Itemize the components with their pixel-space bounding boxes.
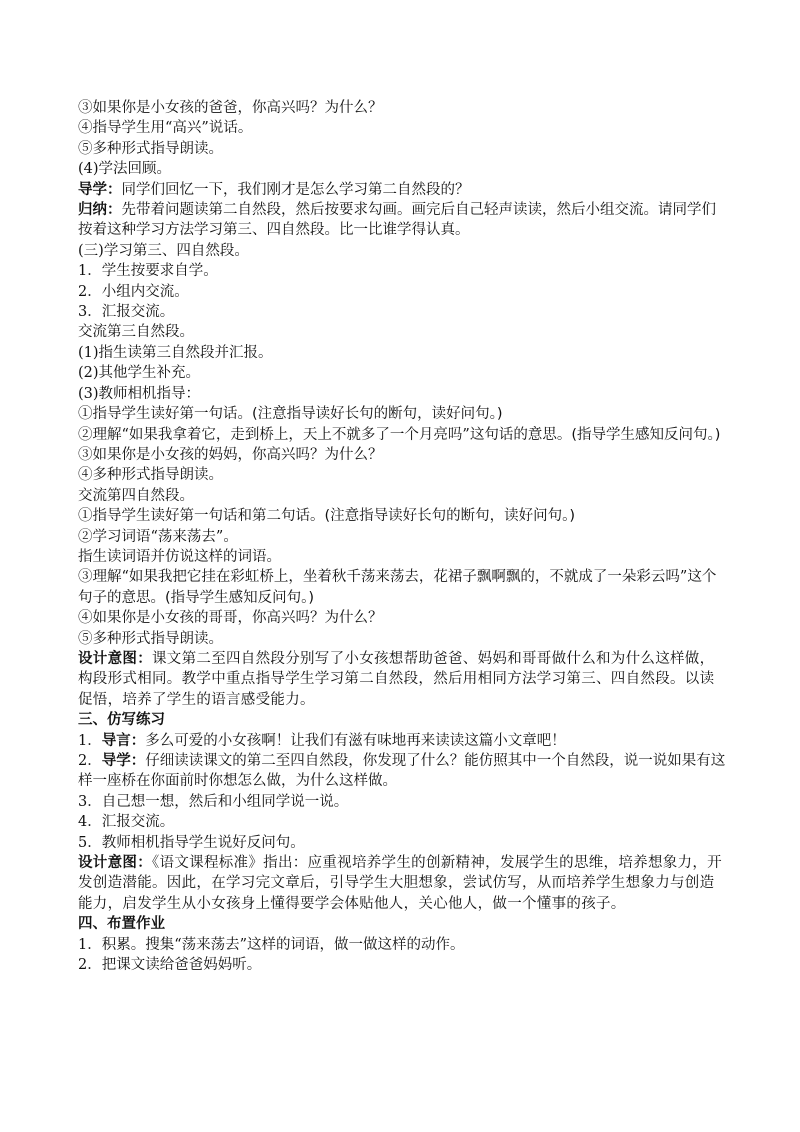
section-line: (三)学习第三、四自然段。 [78, 242, 249, 259]
summary-label: 归纳： [78, 201, 122, 219]
section-heading: 三、仿写练习 [78, 711, 165, 729]
text-line: ①指导学生读好第一句话。(注意指导读好长句的断句，读好问句。) [78, 406, 503, 423]
text-line: ③如果你是小女孩的爸爸，你高兴吗？为什么？ [78, 100, 383, 116]
design-intent-label: 设计意图： [78, 649, 152, 667]
text-line: 2．小组内交流。 [78, 283, 189, 300]
text-line: ③如果你是小女孩的妈妈，你高兴吗？为什么？ [78, 446, 383, 463]
text-line: (2)其他学生补充。 [78, 365, 201, 382]
text-line: 3．汇报交流。 [78, 304, 175, 321]
text-line: ②学习词语“荡来荡去”。 [78, 528, 238, 545]
text-line: ④如果你是小女孩的哥哥，你高兴吗？为什么？ [78, 610, 383, 627]
instruction-note: (注意指导读好长句的断句，读好问句。) [324, 508, 576, 525]
design-intent-label: 设计意图： [78, 854, 152, 872]
text-paragraph: ②理解“如果我拿着它，走到桥上，天上不就多了一个月亮吗”这句话的意思。(指导学生感知反问句。) [78, 426, 721, 443]
design-intent-paragraph [78, 649, 728, 710]
text-line: 4．汇报交流。 [78, 814, 175, 831]
design-intent-text: 指出：应重视培养学生的创新精神，发展学生的思维，培养想象力，开发创造潜能。因此，在学习完文章后，引导学生大胆想象，尝试仿写，从而培养学生想象力与创造能力，启发学生从小女孩身上懂得要学会体贴他人，关心他人，做一个懂事的孩子。 [78, 855, 722, 912]
text-line: (4)学法回顾。 [78, 161, 172, 178]
summary-paragraph: 归纳：先带着问题读第二自然段，然后按要求勾画。画完后自己轻声读读，然后小组交流。请同学们按着这种学习方法学习第三、四自然段。比一比谁学得认真。 [78, 201, 716, 239]
design-intent-paragraph: 设计意图：《语文课程标准》指出：应重视培养学生的创新精神，发展学生的思维，培养想象力，开发创造潜能。因此，在学习完文章后，引导学生大胆想象，尝试仿写，从而培养学生想象力与创造能力，启发学生从小女孩身上懂得要学会体贴他人，关心他人，做一个懂事的孩子。 [78, 854, 722, 912]
text-line: ⑤多种形式指导朗读。 [78, 140, 223, 157]
text-line: 交流第四自然段。 [78, 487, 194, 504]
text-line: ①指导学生读好第一句话和第二句话。(注意指导读好长句的断句，读好问句。) [78, 508, 576, 525]
intro-label: 导言： [101, 731, 146, 749]
text-line: 1．导言：多么可爱的小女孩啊！让我们有滋有味地再来读读这篇小文章吧！ [78, 731, 566, 749]
section-heading: 四、布置作业 [78, 915, 165, 933]
text-line: 1．积累。搜集“荡来荡去”这样的词语，做一做这样的动作。 [78, 936, 465, 953]
text-line: 交流第三自然段。 [78, 324, 194, 341]
text-line: 1．学生按要求自学。 [78, 263, 218, 280]
guide-line: 导学：同学们回忆一下，我们刚才是怎么学习第二自然段的？ [78, 180, 470, 198]
design-intent-text: 课文第二至四自然段分别写了小女孩想帮助爸爸、妈妈和哥哥做什么和为什么这样做，构段形式相同。教学中重点指导学生学习第二自然段，然后用相同方法学习第三、四自然段。以读促悟，培养了学生的语言感受能力。 [78, 650, 715, 708]
text-line: 3．自己想一想，然后和小组同学说一说。 [78, 793, 349, 810]
guide-label: 导学： [101, 752, 146, 769]
text-line: ⑤多种形式指导朗读。 [78, 630, 223, 647]
text-paragraph: 2．导学：仔细读读课文的第二至四自然段，你发现了什么？能仿照其中一个自然段，说一说如果有这样一座桥在你面前时你想怎么做，为什么这样做。 [78, 752, 726, 790]
instruction-note: (注意指导读好长句的断句，读好问句。) [252, 406, 503, 423]
guide-label: 导学： [78, 180, 122, 198]
text-line: ④多种形式指导朗读。 [78, 467, 223, 484]
text-line: (1)指生读第三自然段并汇报。 [78, 344, 273, 361]
text-line: 5．教师相机指导学生说好反问句。 [78, 834, 305, 851]
text-line: ④指导学生用“高兴”说话。 [78, 120, 253, 137]
text-line: 2．把课文读给爸爸妈妈听。 [78, 957, 262, 974]
text-line: (3)教师相机指导： [78, 385, 201, 402]
text-line: 指生读词语并仿说这样的词语。 [78, 548, 281, 565]
instruction-note: (指导学生感知反问句。) [165, 589, 315, 606]
instruction-note: (指导学生感知反问句。) [571, 426, 721, 443]
text-paragraph: ③理解“如果我把它挂在彩虹桥上，坐着秋千荡来荡去，花裙子飘啊飘的，不就成了一朵彩云吗”这个句子的意思。(指导学生感知反问句。) [78, 569, 717, 606]
document-page [78, 98, 728, 975]
